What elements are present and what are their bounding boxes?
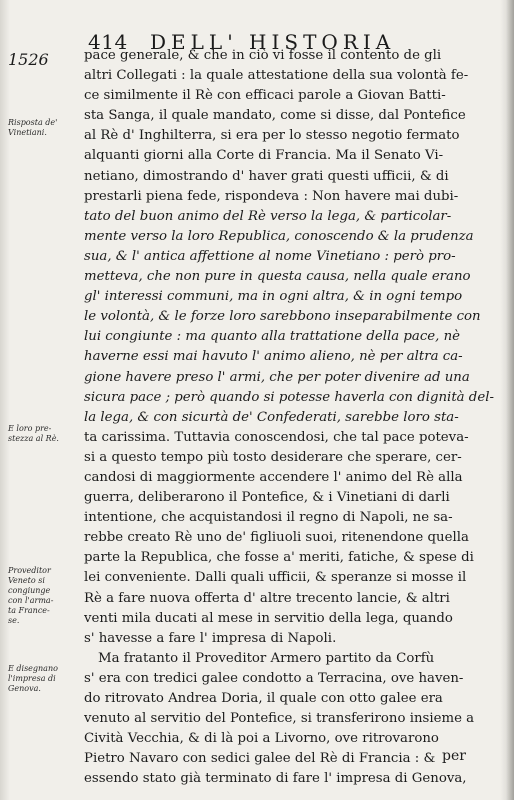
text-line: venuto al servitio del Pontefice, si transferirono insieme a (84, 711, 475, 727)
text-line: sta Sanga, il quale mandato, come si disse, dal Pontefice (84, 108, 466, 124)
running-title: DELL' HISTORIA (150, 30, 396, 54)
text-line: Ma fratanto il Proveditor Armero partito da Corfù (98, 650, 435, 666)
text-line: Cività Vecchia, & di là poi a Livorno, ove ritrovarono (84, 731, 439, 747)
text-line: essendo stato già terminato di fare l' impresa di Genova, (84, 771, 467, 787)
margin-note-disegnano (8, 664, 72, 694)
text-line: tato del buon animo del Rè verso la lega, & particolar- (84, 208, 452, 224)
margin-note-line: Genova. (8, 684, 41, 693)
page-edge-shadow (506, 0, 514, 800)
text-line: haverne essi mai havuto l' animo alieno, nè per altra ca- (84, 349, 463, 365)
margin-note-line: ta France- (8, 606, 50, 615)
text-line: venti mila ducati al mese in servitio della lega, quando (84, 610, 453, 626)
margin-note-line: con l'arma- (8, 596, 54, 605)
text-line: gl' interessi communi, ma in ogni altra, & in ogni tempo (84, 289, 463, 305)
text-line: al Rè d' Inghilterra, si era per lo stesso negotio fermato (84, 128, 460, 144)
body-text (84, 46, 496, 789)
text-line: candosi di maggiormente accendere l' animo del Rè alla (84, 469, 463, 485)
text-line: ce similmente il Rè con efficaci parole a Giovan Batti- (84, 88, 446, 104)
text-line: pace generale, & che in ciò vi fosse il contento de gli (84, 48, 442, 63)
text-line: rebbe creato Rè uno de' figliuoli suoi, ritenendone quella (84, 530, 469, 546)
margin-note-line: stezza al Rè. (8, 434, 59, 443)
text-line: altri Collegati : la quale attestatione della sua volontà fe- (84, 68, 469, 84)
text-line: alquanti giorni alla Corte di Francia. Ma il Senato Vi- (84, 148, 444, 164)
text-line: Rè a fare nuova offerta d' altre trecento lancie, & altri (84, 590, 450, 606)
margin-note-line: l'impresa di (8, 674, 56, 683)
margin-note-proveditor (8, 566, 72, 626)
text-line: metteva, che non pure in questa causa, nella quale erano (84, 269, 471, 285)
text-line: Pietro Navaro con sedici galee del Rè di Francia : & (84, 751, 436, 767)
text-line: mente verso la loro Republica, conoscendo & la prudenza (84, 228, 474, 244)
text-line: le volontà, & le forze loro sarebbono inseparabilmente con (84, 309, 481, 325)
margin-note-line: Veneto si (8, 576, 45, 585)
margin-note-line: E loro pre- (8, 424, 52, 433)
margin-note-line: congiunge (8, 586, 51, 595)
text-line: parte la Republica, che fosse a' meriti, fatiche, & spese di (84, 550, 474, 566)
margin-note-risposta (8, 118, 72, 138)
text-line: do ritrovato Andrea Doria, il quale con otto galee era (84, 691, 443, 706)
margin-note-line: Vinetiani. (8, 128, 47, 137)
page-number: 414 (88, 30, 128, 54)
margin-note-loro-presteza (8, 424, 72, 444)
text-line: la lega, & con sicurtà de' Confederati, sarebbe loro sta- (84, 409, 459, 425)
margin-note-line: Risposta de' (8, 118, 58, 127)
text-line: ta carissima. Tuttavia conoscendosi, che tal pace poteva- (84, 429, 469, 445)
text-line: sua, & l' antica affettione al nome Vinetiano : però pro- (84, 248, 456, 264)
text-line: intentione, che acquistandosi il regno di Napoli, ne sa- (84, 510, 453, 526)
margin-note-line: Proveditor (8, 566, 51, 575)
text-line: gione havere preso l' armi, che per poter divenire ad una (84, 369, 470, 385)
text-line: si a questo tempo più tosto desiderare che sperare, cer- (84, 449, 462, 465)
text-line: guerra, deliberarono il Pontefice, & i Vinetiani di darli (84, 490, 450, 506)
text-line: prestarli piena fede, rispondeva : Non havere mai dubi- (84, 188, 459, 204)
margin-note-line: se. (8, 616, 20, 625)
margin-note-line: E disegnano (8, 664, 58, 673)
text-line: s' era con tredici galee condotto a Terracina, ove haven- (84, 670, 464, 686)
text-line: lui congiunte : ma quanto alla trattatione della pace, nè (84, 329, 461, 345)
year-marginal: 1526 (8, 50, 49, 69)
text-line: sicura pace ; però quando si potesse haverla con dignità del- (84, 389, 494, 405)
catchword: per (442, 748, 466, 764)
text-line: s' havesse a fare l' impresa di Napoli. (84, 630, 337, 646)
text-line: lei conveniente. Dalli quali ufficii, & speranze si mosse il (84, 570, 467, 586)
text-line: netiano, dimostrando d' haver grati questi ufficii, & di (84, 168, 449, 184)
